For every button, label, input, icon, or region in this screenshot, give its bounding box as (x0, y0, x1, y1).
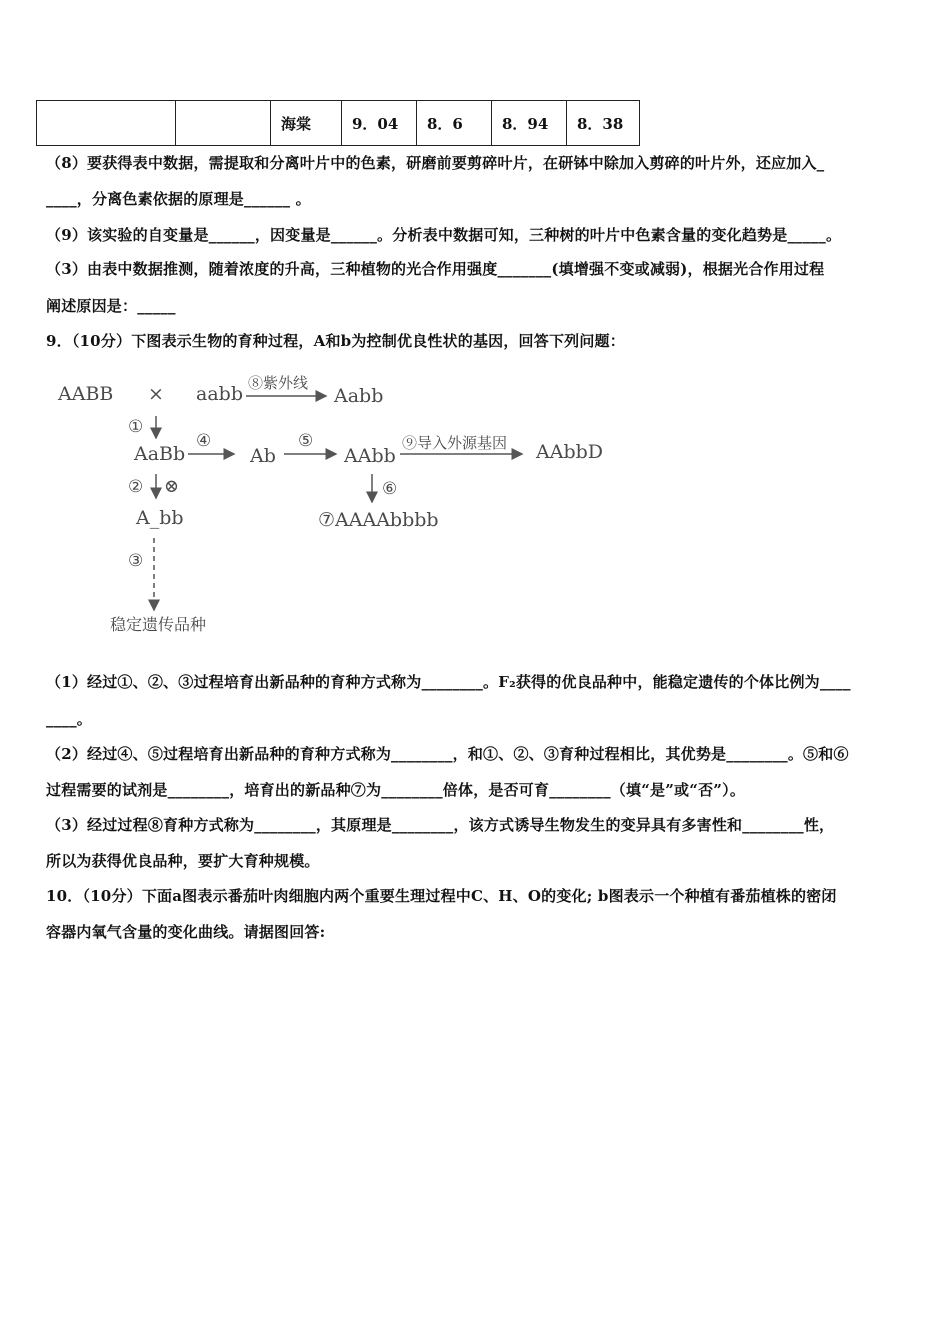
q9-part3-line-2: 所以为获得优良品种，要扩大育种规模。 (46, 852, 320, 870)
cross-symbol: × (148, 383, 164, 405)
table-row (37, 101, 640, 146)
question-10-line-2: 容器内氧气含量的变化曲线。请据图回答: (46, 923, 326, 941)
genotype-result-8: Aabb (334, 385, 384, 407)
genotype-result-7: ⑦AAAAbbbb (318, 509, 439, 531)
table-cell-value: 9．04 (342, 101, 417, 146)
q9-part1-line-2: ____。 (46, 710, 93, 728)
table-cell-value: 8．94 (492, 101, 567, 146)
q9-part2-line-2: 过程需要的试剂是________，培育出的新品种⑦为________倍体，是否可育________（填“是”或“否”）。 (46, 781, 746, 799)
genotype-ab: Ab (250, 445, 276, 467)
selfing-icon: ⊗ (164, 476, 180, 497)
step-4-label: ④ (196, 431, 212, 451)
step-5-label: ⑤ (298, 431, 314, 451)
q9-part2-line-1: （2）经过④、⑤过程培育出新品种的育种方式称为________，和①、②、③育种过程相比，其优势是________。⑤和⑥ (46, 745, 849, 763)
question-8-line-2: ____，分离色素依据的原理是______ 。 (46, 190, 311, 208)
genotype-aabb-f1: AaBb (134, 443, 186, 465)
genotype-aabb-parent: AABB (58, 383, 114, 405)
step-8-label: ⑧紫外线 (248, 374, 309, 392)
step-2-label: ② (128, 477, 144, 497)
q9-part1-line-1: （1）经过①、②、③过程培育出新品种的育种方式称为________。F₂获得的优良品种中，能稳定遗传的个体比例为____ (46, 673, 851, 691)
table-cell-species: 海棠 (271, 101, 342, 146)
step-9-label: ⑨导入外源基因 (402, 434, 508, 452)
question-10-line-1: 10．（10分）下面a图表示番茄叶肉细胞内两个重要生理过程中C、H、O的变化; b图表示一个种植有番茄植株的密闭 (46, 887, 837, 905)
table-cell (37, 101, 176, 146)
breeding-diagram (52, 366, 632, 646)
table-cell-value: 8．6 (417, 101, 492, 146)
question-3-line-1: （3）由表中数据推测，随着浓度的升高，三种植物的光合作用强度_______(填增强不变或减弱)，根据光合作用过程 (46, 260, 825, 278)
question-9-heading: 9．（10分）下图表示生物的育种过程，A和b为控制优良性状的基因，回答下列问题： (46, 332, 625, 350)
genotype-a-bb: A_bb (136, 507, 184, 529)
question-8-line-1: （8）要获得表中数据，需提取和分离叶片中的色素，研磨前要剪碎叶片，在研钵中除加入剪碎的叶片外，还应加入_ (46, 154, 825, 172)
stable-variety-label: 稳定遗传品种 (110, 615, 207, 634)
genotype-aabb-doubled: AAbb (344, 445, 396, 467)
q9-part3-line-1: （3）经过过程⑧育种方式称为________，其原理是________，该方式诱导生物发生的变异具有多害性和________性， (46, 816, 835, 834)
step-3-label: ③ (128, 551, 144, 571)
table-cell (176, 101, 271, 146)
question-3-line-2: 阐述原因是：_____ (46, 297, 176, 315)
step-1-label: ① (128, 417, 144, 437)
question-9-sub-line: （9）该实验的自变量是______，因变量是______。分析表中数据可知，三种树的叶片中色素含量的变化趋势是_____。 (46, 226, 842, 244)
step-6-label: ⑥ (382, 479, 398, 499)
genotype-aabb-other: aabb (196, 383, 243, 405)
genotype-aabbd: AAbbD (536, 441, 604, 463)
table-cell-value: 8．38 (567, 101, 640, 146)
data-table (36, 100, 640, 146)
